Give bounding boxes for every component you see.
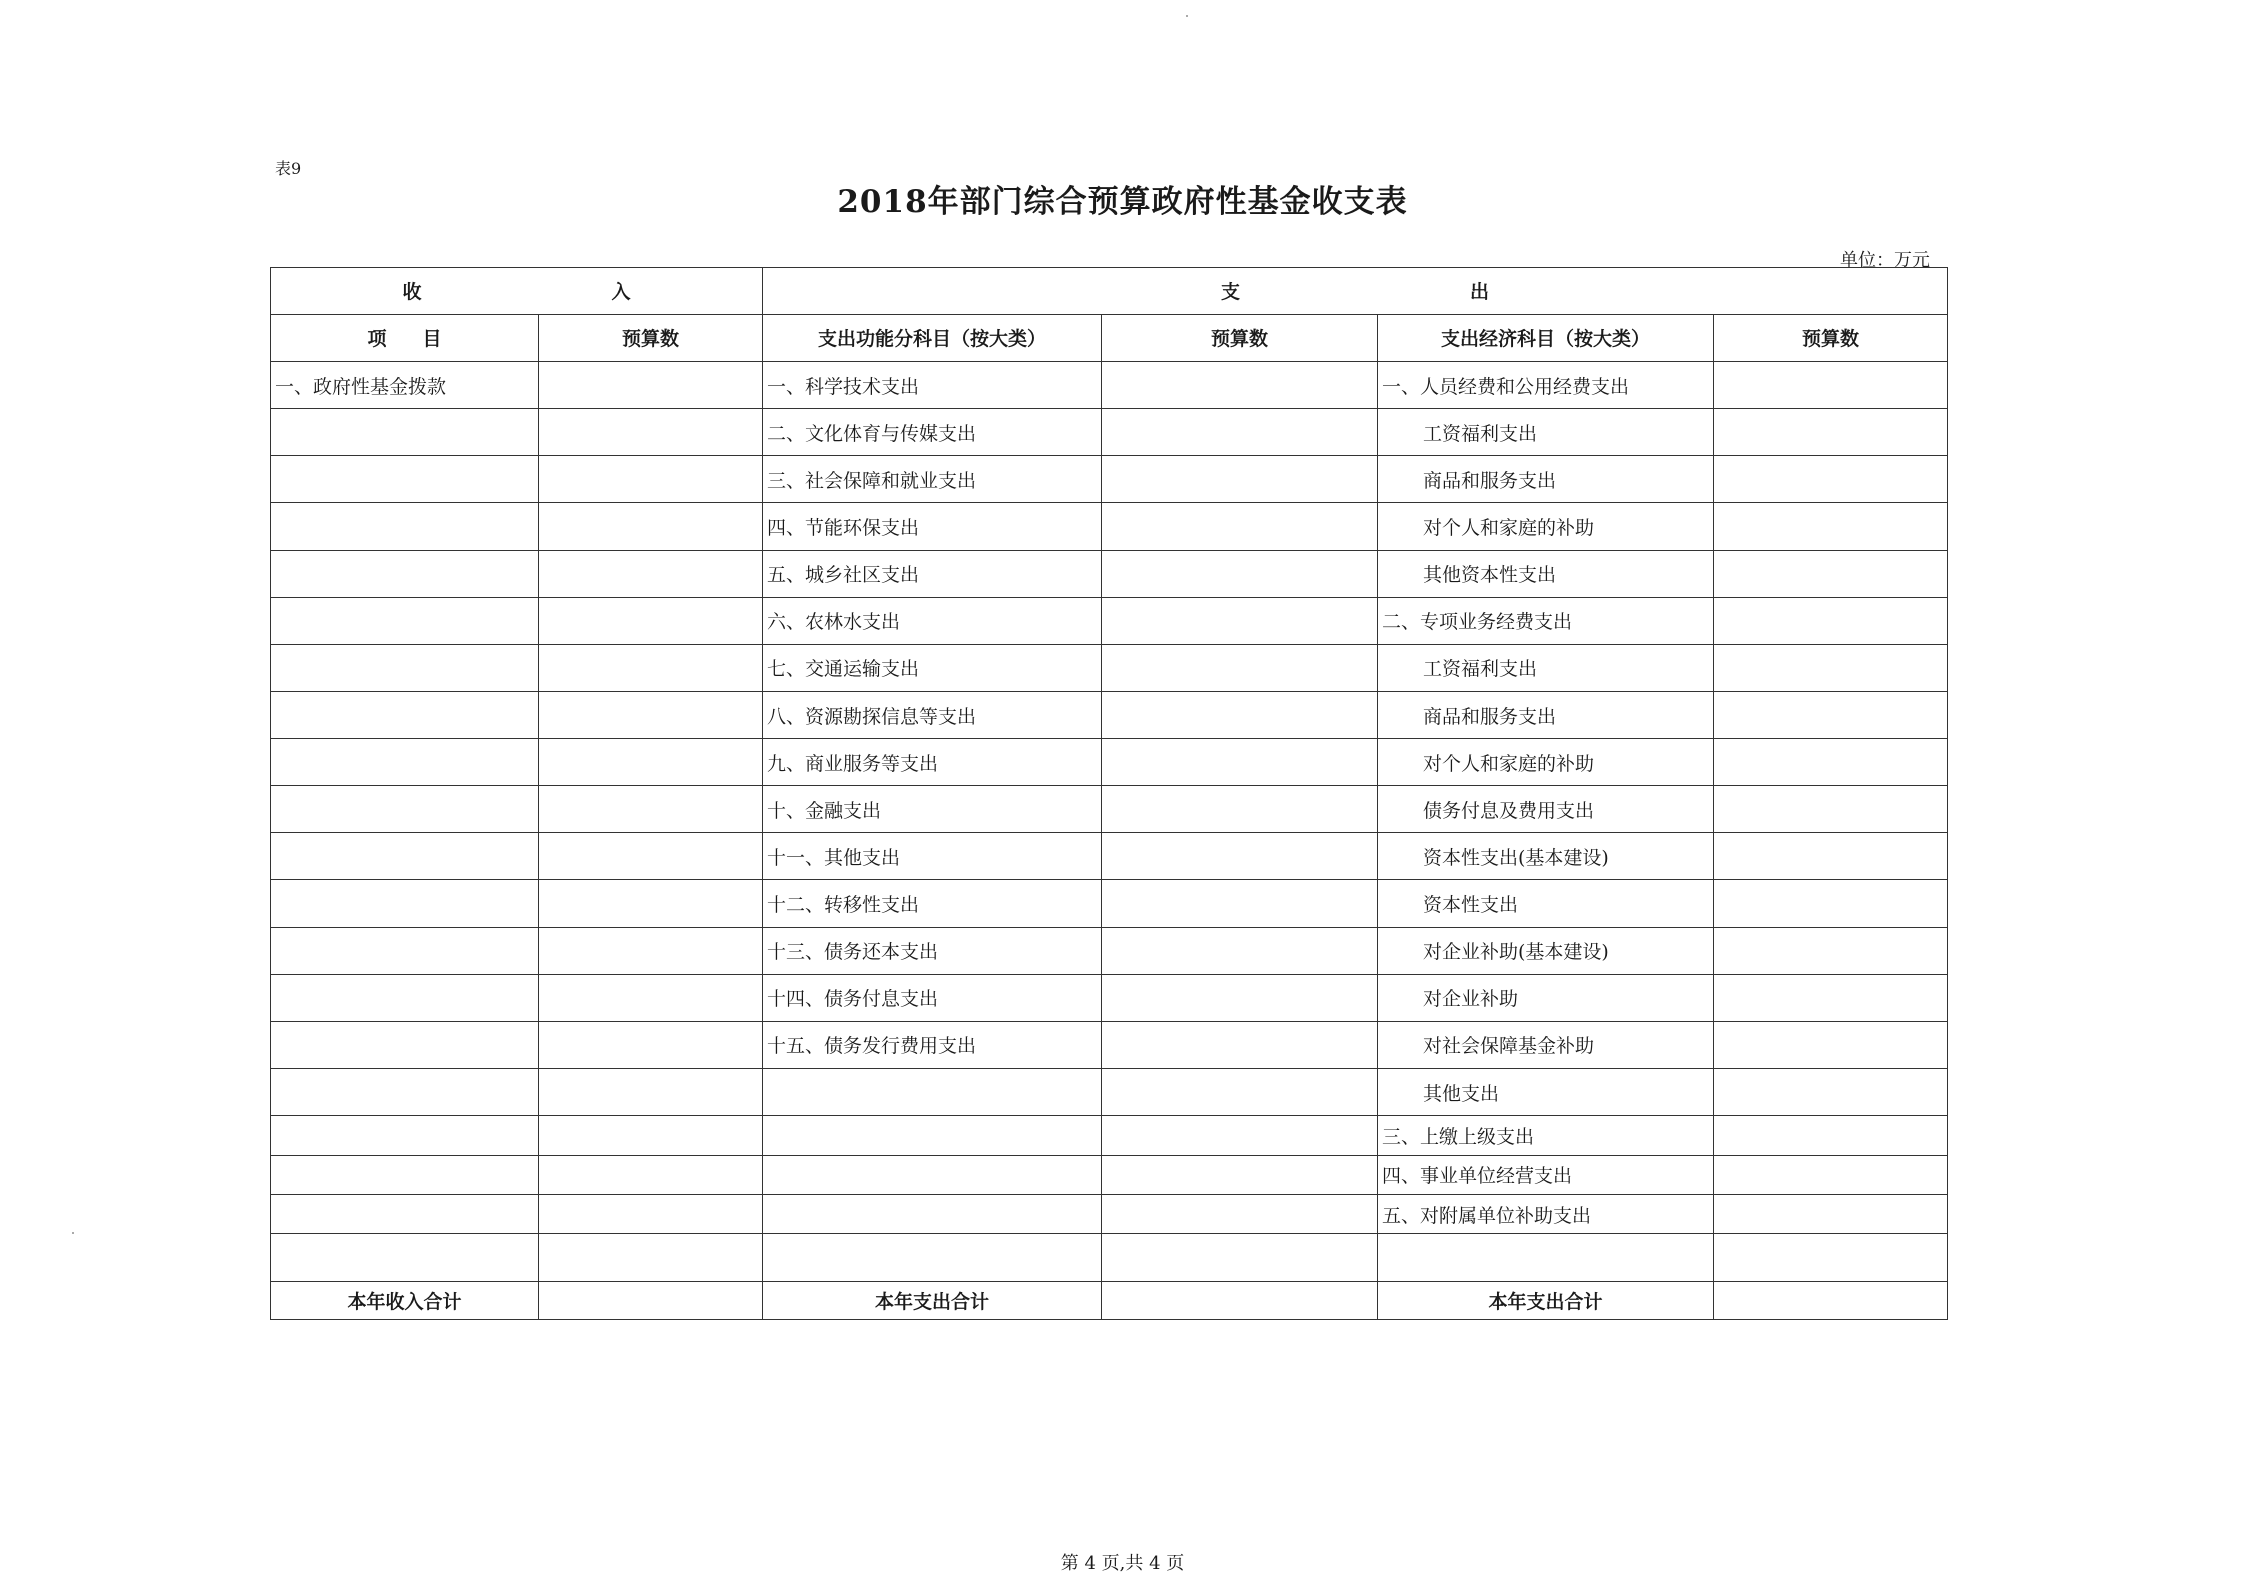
income-budget-cell (539, 880, 763, 927)
func-item-cell: 十一、其他支出 (763, 833, 1102, 880)
income-budget-cell (539, 550, 763, 597)
income-budget-cell (539, 691, 763, 738)
econ-category-column-header: 支出经济科目（按大类） (1378, 314, 1714, 362)
income-budget-cell (539, 644, 763, 691)
econ-budget-cell (1714, 880, 1948, 927)
func-budget-cell (1102, 786, 1378, 833)
econ-item-cell (1378, 1234, 1714, 1281)
func-item-cell: 一、科学技术支出 (763, 362, 1102, 409)
func-item-cell: 十四、债务付息支出 (763, 974, 1102, 1021)
func-budget-cell (1102, 974, 1378, 1021)
expense-section-header: 支 出 (763, 268, 1948, 315)
table-row (271, 1116, 1948, 1155)
econ-budget-cell (1714, 691, 1948, 738)
income-budget-cell (539, 456, 763, 503)
income-item-cell (271, 786, 539, 833)
func-item-cell: 十二、转移性支出 (763, 880, 1102, 927)
econ-budget-cell (1714, 456, 1948, 503)
econ-total-value (1714, 1281, 1948, 1319)
table-row (271, 597, 1948, 644)
income-item-cell (271, 1155, 539, 1194)
econ-item-cell: 四、事业单位经营支出 (1378, 1155, 1714, 1194)
income-item-cell (271, 456, 539, 503)
func-budget-cell (1102, 597, 1378, 644)
table-row (271, 1068, 1948, 1115)
econ-item-cell: 三、上缴上级支出 (1378, 1116, 1714, 1155)
func-budget-cell (1102, 880, 1378, 927)
func-item-cell: 三、社会保障和就业支出 (763, 456, 1102, 503)
income-budget-cell (539, 833, 763, 880)
item-column-header: 项 目 (271, 314, 539, 362)
income-budget-cell (539, 927, 763, 974)
econ-item-cell: 商品和服务支出 (1378, 691, 1714, 738)
func-budget-cell (1102, 1116, 1378, 1155)
table-row (271, 550, 1948, 597)
func-item-cell: 七、交通运输支出 (763, 644, 1102, 691)
income-budget-cell (539, 1234, 763, 1281)
func-item-cell (763, 1116, 1102, 1155)
econ-budget-cell (1714, 833, 1948, 880)
func-budget-cell (1102, 739, 1378, 786)
table-row (271, 1021, 1948, 1068)
econ-budget-cell (1714, 1068, 1948, 1115)
income-item-cell (271, 1194, 539, 1233)
table-label: 表9 (275, 159, 302, 178)
income-budget-cell (539, 1155, 763, 1194)
econ-item-cell: 债务付息及费用支出 (1378, 786, 1714, 833)
func-item-cell (763, 1194, 1102, 1233)
income-budget-cell (539, 1021, 763, 1068)
func-budget-cell (1102, 456, 1378, 503)
table-row (271, 503, 1948, 550)
func-category-column-header: 支出功能分科目（按大类） (763, 314, 1102, 362)
econ-item-cell: 其他支出 (1378, 1068, 1714, 1115)
income-budget-cell (539, 597, 763, 644)
func-budget-cell (1102, 833, 1378, 880)
func-item-cell: 八、资源勘探信息等支出 (763, 691, 1102, 738)
econ-budget-cell (1714, 597, 1948, 644)
income-budget-cell (539, 786, 763, 833)
econ-budget-column-header: 预算数 (1714, 314, 1948, 362)
income-total-label: 本年收入合计 (271, 1281, 539, 1319)
econ-budget-cell (1714, 1155, 1948, 1194)
econ-item-cell: 工资福利支出 (1378, 644, 1714, 691)
func-budget-cell (1102, 409, 1378, 456)
scan-speck (72, 1232, 74, 1234)
table-row (271, 786, 1948, 833)
total-row (271, 1281, 1948, 1319)
econ-budget-cell (1714, 739, 1948, 786)
func-item-cell: 二、文化体育与传媒支出 (763, 409, 1102, 456)
column-header-row (271, 314, 1948, 362)
econ-item-cell: 工资福利支出 (1378, 409, 1714, 456)
func-budget-cell (1102, 1068, 1378, 1115)
income-item-cell (271, 739, 539, 786)
income-budget-cell (539, 974, 763, 1021)
income-item-cell (271, 1021, 539, 1068)
func-budget-cell (1102, 1155, 1378, 1194)
income-item-cell (271, 833, 539, 880)
func-budget-cell (1102, 927, 1378, 974)
income-budget-cell (539, 1068, 763, 1115)
econ-budget-cell (1714, 550, 1948, 597)
econ-item-cell: 商品和服务支出 (1378, 456, 1714, 503)
table-row (271, 927, 1948, 974)
econ-item-cell: 对个人和家庭的补助 (1378, 739, 1714, 786)
income-budget-cell (539, 1194, 763, 1233)
econ-item-cell: 对社会保障基金补助 (1378, 1021, 1714, 1068)
econ-budget-cell (1714, 644, 1948, 691)
income-budget-cell (539, 1116, 763, 1155)
income-item-cell (271, 880, 539, 927)
econ-total-label: 本年支出合计 (1378, 1281, 1714, 1319)
func-item-cell: 十五、债务发行费用支出 (763, 1021, 1102, 1068)
econ-item-cell: 资本性支出 (1378, 880, 1714, 927)
econ-budget-cell (1714, 1234, 1948, 1281)
econ-item-cell: 五、对附属单位补助支出 (1378, 1194, 1714, 1233)
func-item-cell: 五、城乡社区支出 (763, 550, 1102, 597)
income-budget-cell (539, 739, 763, 786)
page-number: 第 4 页,共 4 页 (1060, 1553, 1185, 1574)
table-row (271, 739, 1948, 786)
func-total-value (1102, 1281, 1378, 1319)
func-item-cell: 十三、债务还本支出 (763, 927, 1102, 974)
unit-label: 单位：万元 (1840, 250, 1930, 271)
income-item-cell (271, 597, 539, 644)
table-row (271, 974, 1948, 1021)
func-budget-cell (1102, 503, 1378, 550)
income-item-cell (271, 927, 539, 974)
func-budget-cell (1102, 362, 1378, 409)
econ-item-cell: 对个人和家庭的补助 (1378, 503, 1714, 550)
econ-item-cell: 其他资本性支出 (1378, 550, 1714, 597)
table-row (271, 880, 1948, 927)
econ-budget-cell (1714, 974, 1948, 1021)
func-budget-cell (1102, 550, 1378, 597)
func-budget-column-header: 预算数 (1102, 314, 1378, 362)
income-budget-cell (539, 409, 763, 456)
income-total-value (539, 1281, 763, 1319)
func-item-cell: 九、商业服务等支出 (763, 739, 1102, 786)
econ-budget-cell (1714, 927, 1948, 974)
econ-budget-cell (1714, 503, 1948, 550)
econ-budget-cell (1714, 1021, 1948, 1068)
econ-budget-cell (1714, 1194, 1948, 1233)
scan-speck (1186, 15, 1188, 17)
table-row (271, 1155, 1948, 1194)
document-title: 2018年部门综合预算政府性基金收支表 (837, 184, 1408, 220)
func-item-cell (763, 1155, 1102, 1194)
func-budget-cell (1102, 691, 1378, 738)
table-row (271, 1234, 1948, 1281)
income-section-header: 收 入 (271, 268, 763, 315)
income-budget-column-header: 预算数 (539, 314, 763, 362)
econ-budget-cell (1714, 409, 1948, 456)
budget-table (270, 267, 1948, 1320)
func-item-cell: 四、节能环保支出 (763, 503, 1102, 550)
table-row (271, 362, 1948, 409)
table-row (271, 456, 1948, 503)
func-budget-cell (1102, 644, 1378, 691)
table-row (271, 691, 1948, 738)
func-item-cell: 六、农林水支出 (763, 597, 1102, 644)
table-row (271, 833, 1948, 880)
econ-item-cell: 对企业补助 (1378, 974, 1714, 1021)
income-budget-cell (539, 362, 763, 409)
income-item-cell (271, 974, 539, 1021)
income-item-cell (271, 644, 539, 691)
income-budget-cell (539, 503, 763, 550)
econ-budget-cell (1714, 786, 1948, 833)
income-item-cell (271, 1234, 539, 1281)
func-total-label: 本年支出合计 (763, 1281, 1102, 1319)
income-item-cell: 一、政府性基金拨款 (271, 362, 539, 409)
income-item-cell (271, 550, 539, 597)
econ-item-cell: 对企业补助(基本建设) (1378, 927, 1714, 974)
income-item-cell (271, 503, 539, 550)
econ-item-cell: 二、专项业务经费支出 (1378, 597, 1714, 644)
income-item-cell (271, 1116, 539, 1155)
income-item-cell (271, 1068, 539, 1115)
table-row (271, 409, 1948, 456)
econ-item-cell: 一、人员经费和公用经费支出 (1378, 362, 1714, 409)
func-budget-cell (1102, 1021, 1378, 1068)
econ-budget-cell (1714, 1116, 1948, 1155)
econ-item-cell: 资本性支出(基本建设) (1378, 833, 1714, 880)
section-header-row (271, 268, 1948, 315)
func-item-cell: 十、金融支出 (763, 786, 1102, 833)
func-budget-cell (1102, 1194, 1378, 1233)
func-budget-cell (1102, 1234, 1378, 1281)
func-item-cell (763, 1068, 1102, 1115)
table-row (271, 644, 1948, 691)
income-item-cell (271, 691, 539, 738)
table-row (271, 1194, 1948, 1233)
income-item-cell (271, 409, 539, 456)
econ-budget-cell (1714, 362, 1948, 409)
func-item-cell (763, 1234, 1102, 1281)
